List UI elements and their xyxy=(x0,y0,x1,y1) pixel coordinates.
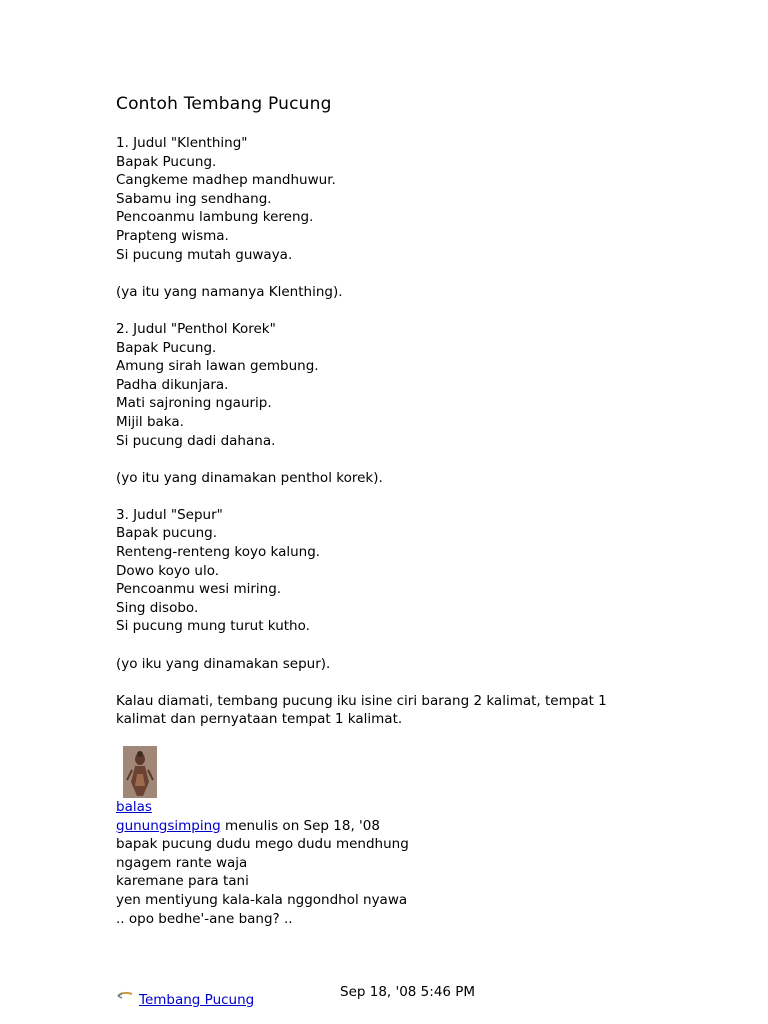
verse-heading: 2. Judul "Penthol Korek" xyxy=(116,320,276,337)
reply-link[interactable]: balas xyxy=(116,799,152,815)
verse-line: Dowo koyo ulo. xyxy=(116,562,220,579)
verse-line: Sing disobo. xyxy=(116,599,199,616)
verse-heading: 3. Judul "Sepur" xyxy=(116,506,223,523)
verse-line: Bapak Pucung. xyxy=(116,153,217,170)
verse-line: Cangkeme madhep mandhuwur. xyxy=(116,172,336,189)
verse-heading: 1. Judul "Klenthing" xyxy=(116,135,248,151)
verse-line: Si pucung dadi dahana. xyxy=(116,432,276,449)
verse-line: Sabamu ing sendhang. xyxy=(116,190,272,207)
verse-line: Amung sirah lawan gembung. xyxy=(116,358,319,375)
verse-line: Mijil baka. xyxy=(116,413,184,430)
comment-block xyxy=(116,746,636,928)
comment-line: yen mentiyung kala-kala nggondhol nyawa xyxy=(116,891,408,908)
verse-answer: (yo itu yang dinamakan penthol korek). xyxy=(116,469,383,486)
verse-line: Padha dikunjara. xyxy=(116,376,229,393)
verse-answer: (ya itu yang namanya Klenthing). xyxy=(116,283,343,300)
verse-answer: (yo iku yang dinamakan sepur). xyxy=(116,655,331,672)
footer-bar xyxy=(116,984,636,1014)
footer-date: Sep 18, '08 5:46 PM xyxy=(340,984,476,1000)
comment-line: karemane para tani xyxy=(116,873,249,890)
verse-line: Prapteng wisma. xyxy=(116,227,229,244)
comment-line: .. opo bedhe'-ane bang? .. xyxy=(116,910,293,927)
comment-line: ngagem rante waja xyxy=(116,854,248,871)
verse-line: Pencoanmu wesi miring. xyxy=(116,581,282,598)
article-body xyxy=(116,134,636,729)
verse-line: Mati sajroning ngaurip. xyxy=(116,395,272,412)
comment-meta: menulis on Sep 18, '08 xyxy=(220,817,380,834)
wayang-figure-avatar-icon[interactable] xyxy=(123,746,157,798)
verse-line: Si pucung mung turut kutho. xyxy=(116,618,310,635)
verse-line: Bapak pucung. xyxy=(116,525,218,542)
comment-meta-line xyxy=(116,817,636,836)
verse-line: Renteng-renteng koyo kalung. xyxy=(116,544,321,561)
comment-line: bapak pucung dudu mego dudu mendhung xyxy=(116,836,409,853)
verse-line: Pencoanmu lambung kereng. xyxy=(116,209,314,226)
comment-author-link[interactable]: gunungsimping xyxy=(116,817,221,834)
verse-line: Bapak Pucung. xyxy=(116,339,217,356)
page-title: Contoh Tembang Pucung xyxy=(116,94,332,114)
verse-line: Si pucung mutah guwaya. xyxy=(116,246,293,263)
footer-article-link[interactable]: Tembang Pucung xyxy=(139,992,255,1008)
conclusion-paragraph: Kalau diamati, tembang pucung iku isine ciri barang 2 kalimat, tempat 1 kalimat dan pernyataan tempat 1 kalimat. xyxy=(116,692,607,728)
back-arrow-icon[interactable] xyxy=(116,990,134,1000)
